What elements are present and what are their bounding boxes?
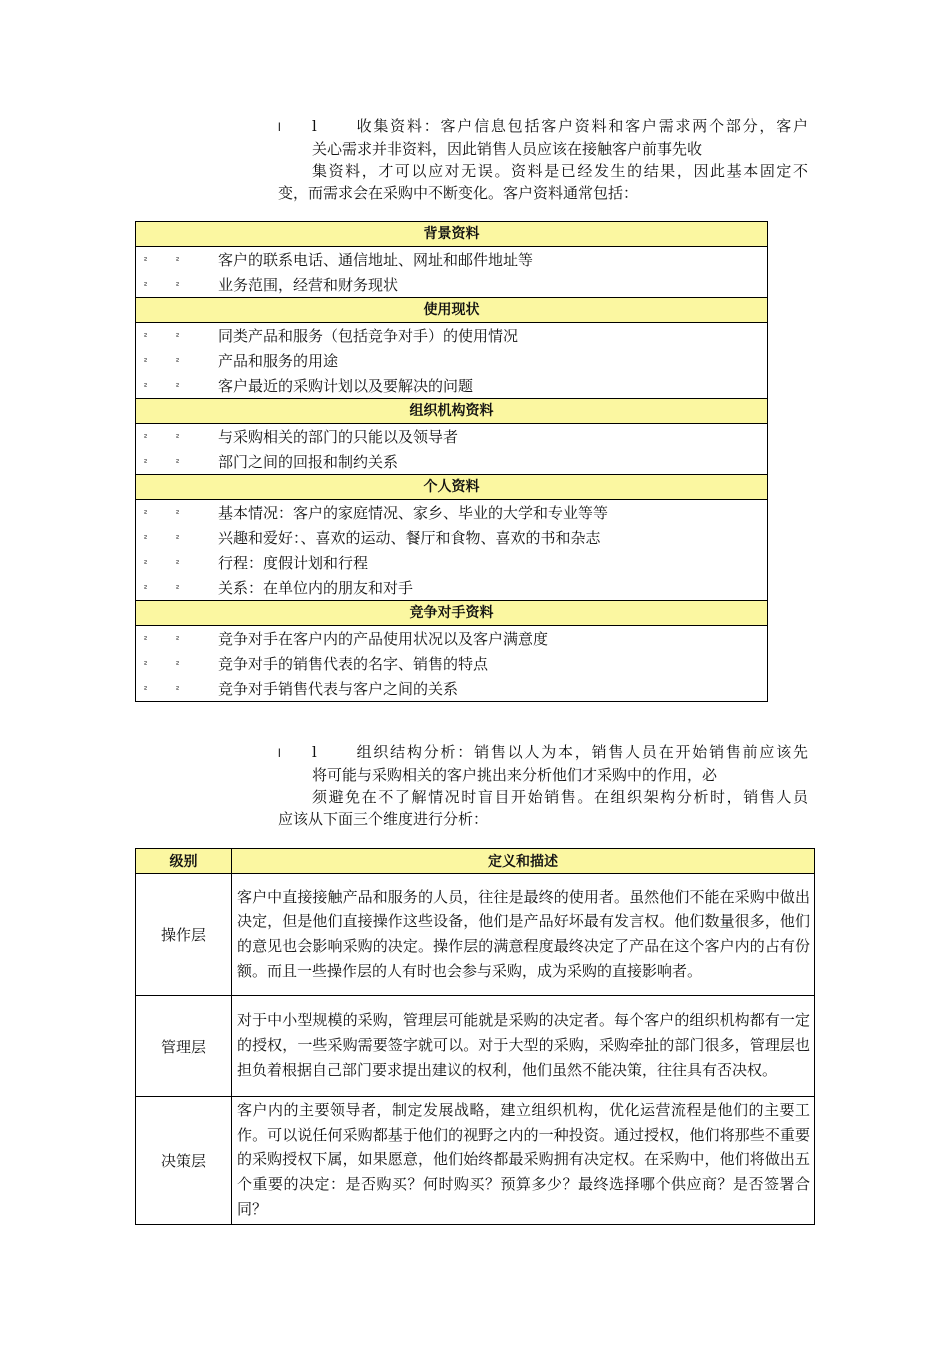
item-text: 产品和服务的用途 [218,352,339,370]
section-title: 个人资料 [136,475,768,500]
bullet-marker: l [278,120,281,134]
level-description: 对于中小型规模的采购，管理层可能就是采购的决定者。每个客户的组织机构都有一定的授权，一些采购需要签字就可以。对于大型的采购，采购牵扯的部门很多，管理层也担负着根据自己部门要求提出建议的权利，他们虽然不能决策，往往具有否决权。 [232,996,815,1097]
section-title: 组织机构资料 [136,399,768,424]
item-marker: ² [176,582,179,593]
table-row [136,1097,815,1225]
level-name: 操作层 [136,874,232,996]
customer-info-table [135,221,768,702]
list-item [136,323,767,348]
level-description: 客户中直接接触产品和服务的人员，往往是最终的使用者。虽然他们不能在采购中做出决定，但是他们直接操作这些设备，他们是产品好坏最有发言权。他们数量很多，他们的意见也会影响采购的决定。操作层的满意程度最终决定了产品在这个客户内的占有份额。而且一些操作层的人有时也会参与采购，成为采购的直接影响者。 [232,874,815,996]
item-marker: ² [144,507,147,518]
item-marker: ² [176,532,179,543]
level-name: 管理层 [136,996,232,1097]
section-body-row [136,323,768,399]
table-row [136,996,815,1097]
bullet-label: l [312,743,317,761]
section-header-row [136,298,768,323]
list-item [136,500,767,525]
list-item [136,373,767,398]
section-header-row [136,475,768,500]
list-item [136,651,767,676]
item-text: 同类产品和服务（包括竞争对手）的使用情况 [218,327,519,345]
list-item [136,424,767,449]
item-text: 竞争对手的销售代表的名字、销售的特点 [218,655,489,673]
item-marker: ² [144,431,147,442]
level-description: 客户内的主要领导者，制定发展战略，建立组织机构，优化运营流程是他们的主要工作。可以说任何采购都基于他们的视野之内的一种投资。通过授权，他们将那些不重要的采购授权下属，如果愿意，他们始终都最采购拥有决定权。在采购中，他们将做出五个重要的决定：是否购买？何时购买？预算多少？最终选择哪个供应商？是否签署合同？ [232,1097,815,1225]
list-item [136,575,767,600]
item-text: 基本情况：客户的家庭情况、家乡、毕业的大学和专业等等 [218,504,609,522]
item-marker: ² [176,254,179,265]
item-text: 兴趣和爱好：、喜欢的运动、餐厅和食物、喜欢的书和杂志 [218,529,601,547]
list-item [136,348,767,373]
intro-line: 组织结构分析：销售以人为本，销售人员在开始销售前应该先 [354,743,808,761]
organization-level-table [135,848,815,1225]
section-items [136,500,768,601]
section-items [136,424,768,475]
item-marker: ² [144,254,147,265]
table-row [136,874,815,996]
intro-paragraph-2 [278,741,808,830]
item-marker: ² [144,279,147,290]
intro-line: 须避免在不了解情况时盲目开始销售。在组织架构分析时，销售人员 [312,788,808,806]
section-title: 使用现状 [136,298,768,323]
item-marker: ² [176,683,179,694]
item-marker: ² [176,380,179,391]
item-marker: ² [144,355,147,366]
section-title: 背景资料 [136,222,768,247]
item-marker: ² [144,633,147,644]
section-items [136,323,768,399]
list-item [136,449,767,474]
item-text: 业务范围，经营和财务现状 [218,276,399,294]
level-name: 决策层 [136,1097,232,1225]
item-marker: ² [144,330,147,341]
list-item [136,676,767,701]
intro-line: 变，而需求会在采购中不断变化。客户资料通常包括： [278,184,639,202]
bullet-label: l [312,117,317,135]
item-marker: ² [144,557,147,568]
section-header-row [136,222,768,247]
item-marker: ² [176,658,179,669]
item-text: 客户的联系电话、通信地址、网址和邮件地址等 [218,251,534,269]
item-marker: ² [176,507,179,518]
header-level: 级别 [136,849,232,874]
item-text: 竞争对手在客户内的产品使用状况以及客户满意度 [218,630,549,648]
item-marker: ² [176,633,179,644]
item-text: 与采购相关的部门的只能以及领导者 [218,428,459,446]
list-item [136,525,767,550]
intro-paragraph-1 [278,115,808,204]
section-body-row [136,424,768,475]
item-marker: ² [144,456,147,467]
section-header-row [136,399,768,424]
bullet-marker: l [278,746,281,760]
list-item [136,550,767,575]
intro-line: 应该从下面三个维度进行分析： [278,810,489,828]
item-marker: ² [144,582,147,593]
item-text: 竞争对手销售代表与客户之间的关系 [218,680,459,698]
item-text: 关系：在单位内的朋友和对手 [218,579,414,597]
item-marker: ² [176,279,179,290]
item-marker: ² [176,330,179,341]
item-marker: ² [144,683,147,694]
item-marker: ² [176,355,179,366]
section-body-row [136,500,768,601]
intro-line: 将可能与采购相关的客户挑出来分析他们才采购中的作用，必 [312,766,718,784]
list-item [136,247,767,272]
item-marker: ² [176,456,179,467]
item-marker: ² [176,431,179,442]
intro-line: 收集资料：客户信息包括客户资料和客户需求两个部分，客户 [354,117,808,135]
intro-line: 集资料，才可以应对无误。资料是已经发生的结果，因此基本固定不 [312,162,808,180]
section-body-row [136,626,768,702]
section-title: 竞争对手资料 [136,601,768,626]
section-items [136,626,768,702]
intro-line: 关心需求并非资料，因此销售人员应该在接触客户前事先收 [312,140,703,158]
item-text: 行程：度假计划和行程 [218,554,369,572]
section-body-row [136,247,768,298]
level-table-header [136,849,815,874]
item-marker: ² [176,557,179,568]
item-text: 部门之间的回报和制约关系 [218,453,399,471]
item-text: 客户最近的采购计划以及要解决的问题 [218,377,474,395]
item-marker: ² [144,532,147,543]
section-header-row [136,601,768,626]
item-marker: ² [144,658,147,669]
list-item [136,272,767,297]
header-description: 定义和描述 [232,849,815,874]
item-marker: ² [144,380,147,391]
list-item [136,626,767,651]
section-items [136,247,768,298]
